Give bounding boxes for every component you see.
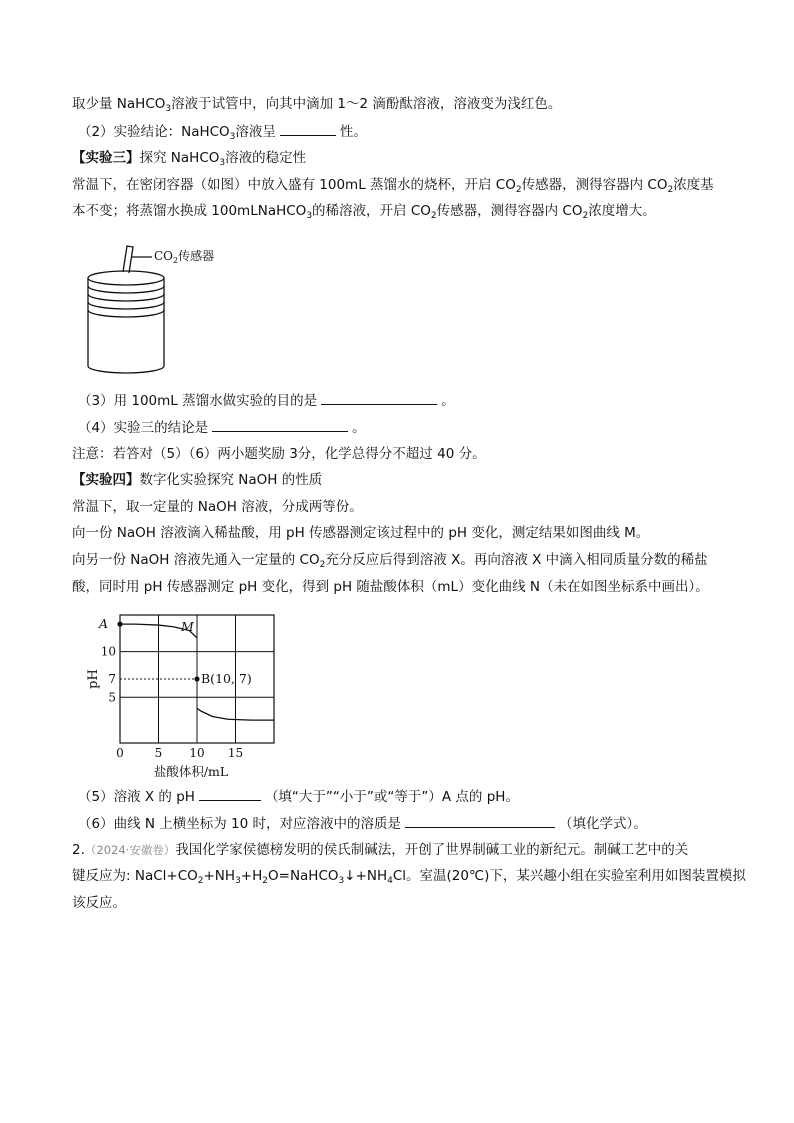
text: 溶液于试管中，向其中滴加 1～2 滴酚酞溶液，溶液变为浅红色。 bbox=[171, 96, 562, 112]
curve-m-label: M bbox=[181, 619, 194, 634]
text: 向另一份 NaOH 溶液先通入一定量的 CO bbox=[72, 552, 320, 568]
text: ↓+NH bbox=[344, 868, 388, 884]
text: （填化学式）。 bbox=[559, 816, 647, 832]
text: 浓度增大。 bbox=[588, 203, 656, 219]
question-4 bbox=[78, 417, 738, 438]
text: 性。 bbox=[339, 124, 367, 140]
text-line bbox=[72, 175, 732, 195]
question-2 bbox=[78, 121, 738, 142]
x-axis-label: 盐酸体积/mL bbox=[153, 764, 229, 779]
question-number: 2. bbox=[72, 842, 85, 858]
x-tick-label: 0 bbox=[116, 746, 124, 760]
text-line bbox=[72, 866, 746, 886]
note-line bbox=[72, 444, 732, 464]
subscript: 2 bbox=[319, 560, 326, 570]
subscript: 2 bbox=[667, 185, 674, 195]
text: 传感器，测得容器内 CO bbox=[521, 177, 668, 193]
text: 常温下，取一定量的 NaOH 溶液，分成两等份。 bbox=[72, 499, 363, 515]
text: （6）曲线 N 上横坐标为 10 时，对应溶液中的溶质是 bbox=[78, 816, 402, 832]
question-header bbox=[72, 840, 732, 860]
ph-chart bbox=[80, 605, 290, 780]
y-axis-label: pH bbox=[86, 669, 101, 689]
point-b-label: B(10, 7) bbox=[201, 671, 252, 686]
answer-blank[interactable] bbox=[321, 390, 437, 405]
text: （填“大于”“小于”或“等于”）A 点的 pH。 bbox=[264, 789, 519, 805]
answer-blank[interactable] bbox=[199, 786, 261, 801]
answer-blank[interactable] bbox=[405, 813, 555, 828]
text-line bbox=[72, 523, 732, 543]
text-line bbox=[72, 201, 732, 221]
text: 传感器，测得容器内 CO bbox=[436, 203, 583, 219]
text: （4）实验三的结论是 bbox=[78, 420, 209, 436]
text: +NH bbox=[203, 868, 236, 884]
text: 数字化实验探究 NaOH 的性质 bbox=[139, 472, 323, 488]
question-5 bbox=[78, 786, 738, 807]
point-a bbox=[117, 622, 122, 627]
text-line bbox=[72, 893, 732, 913]
subscript: 4 bbox=[387, 876, 393, 886]
text: （5）溶液 X 的 pH bbox=[78, 789, 195, 805]
section-tag: 【实验四】 bbox=[72, 472, 140, 488]
y-tick-label: 10 bbox=[100, 644, 116, 659]
subscript: 2 bbox=[515, 185, 522, 195]
text-line bbox=[72, 497, 732, 517]
text: +H bbox=[240, 868, 263, 884]
text: O=NaHCO bbox=[268, 868, 339, 884]
subscript: 3 bbox=[229, 132, 236, 142]
section-tag: 【实验三】 bbox=[72, 150, 140, 166]
y-tick-label: 5 bbox=[108, 690, 116, 705]
text: 溶液的稳定性 bbox=[225, 150, 307, 166]
subscript: 3 bbox=[219, 158, 226, 168]
text-line bbox=[72, 94, 732, 114]
section-heading bbox=[72, 470, 732, 490]
text: 。 bbox=[441, 393, 455, 409]
text: 该反应。 bbox=[72, 895, 126, 911]
text: 向一份 NaOH 溶液滴入稀盐酸，用 pH 传感器测定该过程中的 pH 变化，测定结果如图曲线 M。 bbox=[72, 525, 650, 541]
y-tick-label: 7 bbox=[108, 672, 116, 686]
subscript: 3 bbox=[235, 876, 241, 886]
subscript: 3 bbox=[338, 876, 345, 886]
text: Cl。室温(20℃)下，某兴趣小组在实验室利用如图装置模拟 bbox=[392, 868, 746, 884]
point-a-label: A bbox=[98, 616, 108, 632]
text-line bbox=[72, 577, 732, 597]
answer-blank[interactable] bbox=[280, 121, 336, 136]
sensor-label: $CO_2$传感器 bbox=[154, 249, 215, 265]
text: 探究 NaHCO bbox=[139, 150, 220, 166]
subscript: 2 bbox=[582, 211, 589, 221]
text: 酸，同时用 pH 传感器测定 pH 变化，得到 pH 随盐酸体积（mL）变化曲线 N（未在如图坐标系中画出）。 bbox=[72, 579, 709, 595]
text: （2）实验结论：NaHCO bbox=[78, 124, 230, 140]
section-heading bbox=[72, 148, 732, 168]
source-tag: （2024·安徽卷） bbox=[84, 843, 176, 857]
text-line bbox=[72, 550, 732, 570]
text: 键反应为: NaCl+CO bbox=[72, 868, 198, 884]
text: （3）用 100mL 蒸馏水做实验的目的是 bbox=[78, 393, 318, 409]
x-tick-label: 10 bbox=[189, 746, 205, 760]
text: 取少量 NaHCO bbox=[72, 96, 166, 112]
x-tick-label: 5 bbox=[154, 746, 163, 760]
subscript: 2 bbox=[197, 876, 204, 886]
subscript: 3 bbox=[165, 104, 172, 114]
x-tick-label: 15 bbox=[227, 746, 244, 760]
text: 溶液呈 bbox=[235, 124, 276, 140]
text: 我国化学家侯德榜发明的侯氏制碱法，开创了世界制碱工业的新纪元。制碱工艺中的关 bbox=[175, 842, 689, 858]
text: 浓度基 bbox=[673, 177, 714, 193]
subscript: 2 bbox=[262, 876, 268, 886]
text: 本不变；将蒸馏水换成 100mLNaHCO bbox=[72, 203, 307, 219]
text: 常温下，在密闭容器（如图）中放入盛有 100mL 蒸馏水的烧杯，开启 CO bbox=[72, 177, 516, 193]
question-3 bbox=[78, 390, 738, 411]
sealed-container-figure bbox=[80, 238, 250, 378]
text: 的稀溶液，开启 CO bbox=[312, 203, 431, 219]
answer-blank[interactable] bbox=[212, 417, 348, 432]
text: 。 bbox=[352, 420, 366, 436]
subscript: 3 bbox=[306, 211, 313, 221]
text: 充分反应后得到溶液 X。再向溶液 X 中滴入相同质量分数的稀盐 bbox=[325, 552, 708, 568]
point-b bbox=[194, 676, 199, 681]
text: 注意：若答对（5）（6）两小题奖励 3分，化学总得分不超过 40 分。 bbox=[72, 446, 486, 462]
question-6 bbox=[78, 813, 738, 834]
subscript: 2 bbox=[430, 211, 437, 221]
